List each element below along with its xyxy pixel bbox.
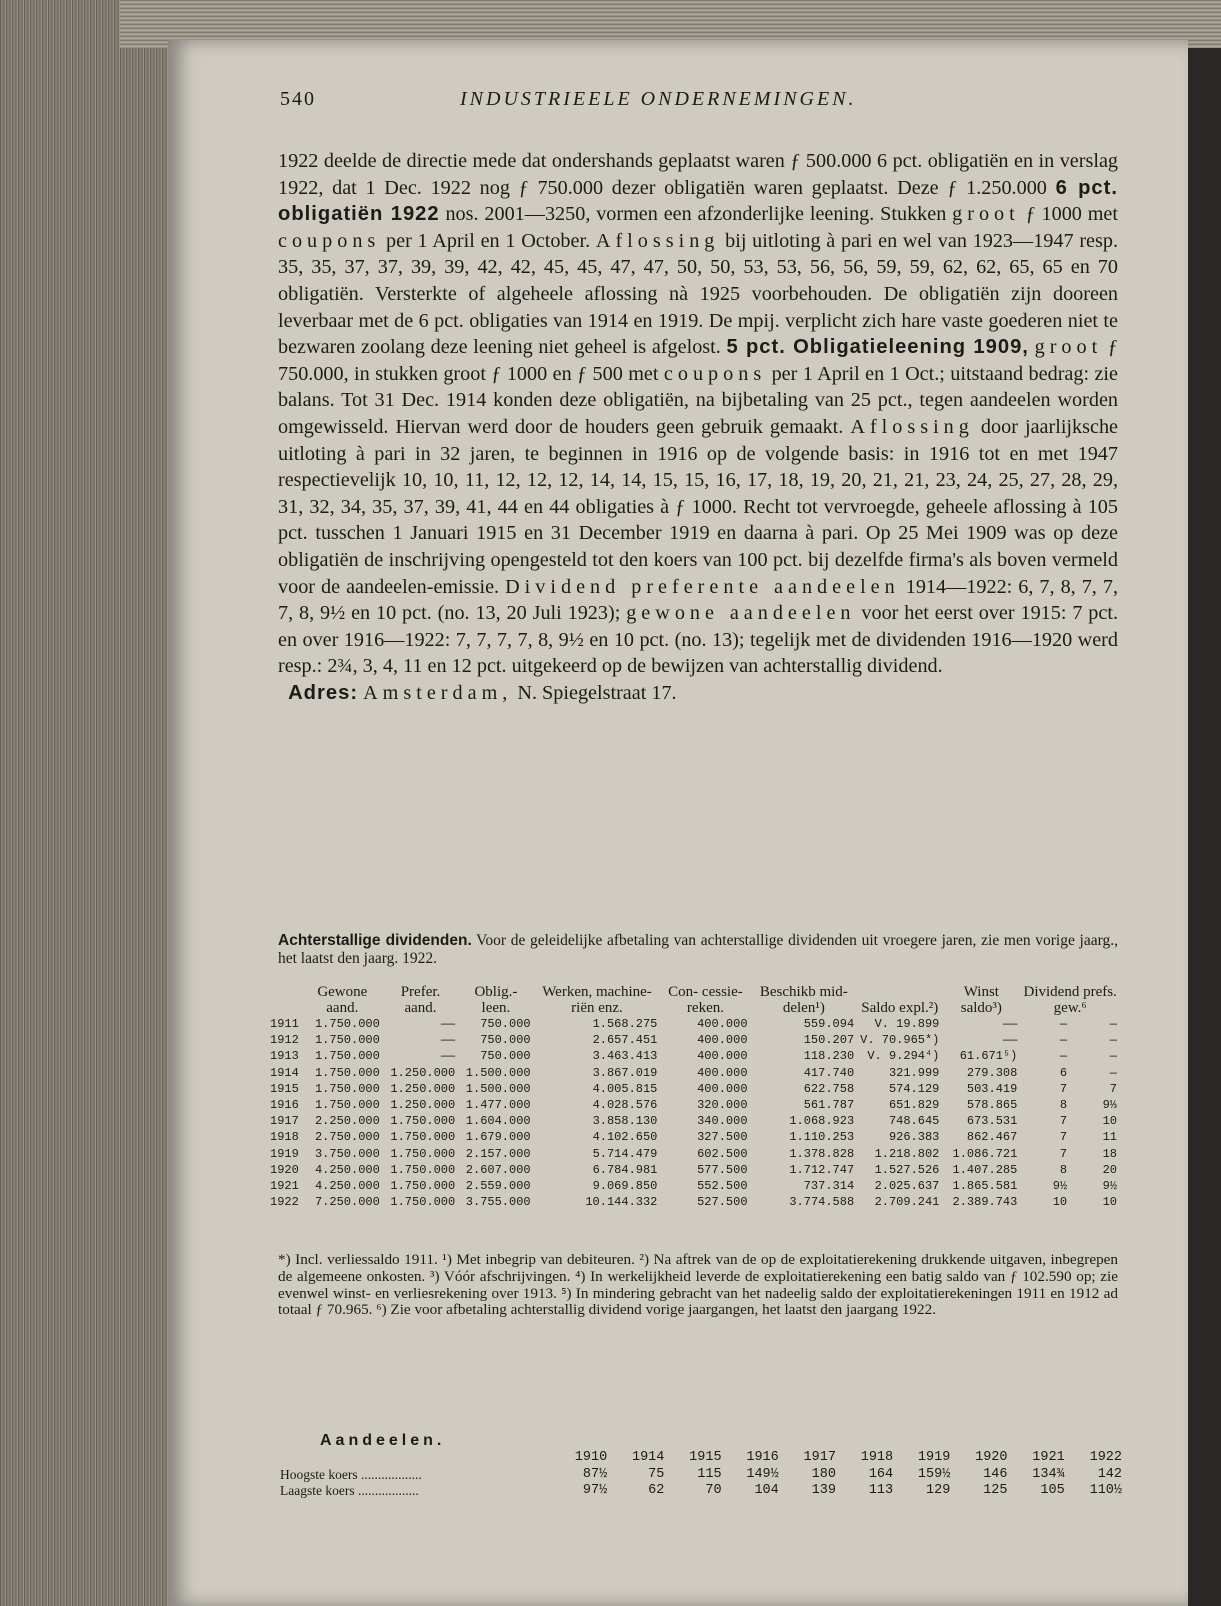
- table-cell: 3.774.588: [789, 1195, 855, 1210]
- table-cell: —: [1109, 1065, 1117, 1080]
- table-cell: 1.750.000: [390, 1179, 456, 1194]
- address-city: Amsterdam,: [363, 681, 513, 704]
- table-cell: 8: [1059, 1098, 1068, 1113]
- table-cell: ——: [440, 1049, 456, 1064]
- table-cell: 4.028.576: [592, 1098, 658, 1113]
- column-header: Beschikb mid- delen¹): [759, 984, 848, 1016]
- table-cell: 574.129: [888, 1081, 940, 1096]
- low-price-cell: 110½: [1089, 1483, 1122, 1498]
- table-cell: 651.829: [888, 1098, 940, 1113]
- table-cell: 1.750.000: [390, 1146, 456, 1161]
- high-price-cell: 134¾: [1032, 1466, 1065, 1482]
- table-cell: 327.500: [697, 1130, 748, 1145]
- table-cell: 1.750.000: [390, 1114, 456, 1129]
- table-cell: 3.463.413: [592, 1049, 658, 1064]
- table-cell: 1.500.000: [465, 1081, 531, 1096]
- high-price-cell: 149½: [746, 1466, 779, 1482]
- table-cell: 748.645: [888, 1114, 940, 1129]
- table-cell: V. 70.965*): [860, 1033, 940, 1048]
- shares-years-row: [276, 1450, 1126, 1467]
- table-cell: 7: [1059, 1081, 1068, 1096]
- year-cell: 1915: [270, 1081, 299, 1096]
- table-cell: 1.750.000: [314, 1065, 380, 1080]
- table-cell: 1.750.000: [314, 1098, 380, 1113]
- low-price-cell: 105: [1040, 1483, 1065, 1498]
- high-price-cell: 75: [648, 1466, 665, 1482]
- year-header: 1922: [1089, 1450, 1122, 1465]
- text-segment: door jaarlijksche uitloting à pari in 32 jaren, te beginnen in 1916 op de volgende basis: in 1916 tot en met 1947 respectievelijk 10, 10, 11, 12, 12, 12, 14, 14, 15, 15, 16, 17, 18, 19, 20, 21, 21, 23, 24, 25, 27, 28, 29, 31, 32, 34, 35, 37, 39, 41, 44 en 44 obligaties à ƒ 1000. Recht tot vervroegde, geheele aflossing à 105 pct. tusschen 1 Januari 1915 en 31 December 1919 en daarna à pari. Op 25 Mei 1909 was op deze obligatiën de inschrijving opengesteld tot den koers van 100 pct. bij dezelfde firma's als boven vermeld voor de aandeelen-emissie.: [278, 415, 1118, 598]
- table-cell: 400.000: [697, 1081, 748, 1096]
- table-cell: 2.657.451: [592, 1033, 658, 1048]
- text-segment: 1922 deelde de directie mede dat ondershands geplaatst waren ƒ 500.000 6 pct. obligatiën en in verslag 1922, dat 1 Dec. 1922 nog ƒ 750.000 dezer obligatiën waren geplaatst. Deze ƒ 1.250.000: [278, 150, 1118, 199]
- low-price-cell: 113: [868, 1483, 894, 1498]
- year-cell: 1913: [270, 1049, 299, 1064]
- table-cell: 622.758: [803, 1081, 855, 1096]
- table-cell: 400.000: [697, 1065, 748, 1080]
- table-cell: 2.157.000: [465, 1146, 531, 1161]
- table-cell: 10: [1102, 1114, 1117, 1129]
- year-header: 1918: [860, 1450, 894, 1465]
- column-header: Winst saldo³): [960, 984, 1002, 1016]
- table-row: [270, 1081, 1120, 1097]
- arrears-text: Voor de geleidelijke afbetaling van achterstallige dividenden uit vroegere jaren, zie men vorige jaarg., het laatst den jaarg. 1922.: [278, 932, 1118, 967]
- table-cell: 552.500: [697, 1179, 748, 1194]
- text-segment: voor het eerst over 1915: 7 pct. en over 1916—1922: 7, 7, 7, 7, 8, 9½ en 10 pct. (no. 13); tegelijk met de dividenden 1916—1920 werd resp.: 2¾, 3, 4, 11 en 12 pct. uitgekeerd op de bewijzen van achterstallig dividend.: [278, 602, 1118, 678]
- table-cell: 9½: [1102, 1179, 1117, 1194]
- table-cell: ——: [440, 1017, 456, 1031]
- high-price-cell: 115: [697, 1466, 722, 1482]
- spaced-term: groot: [952, 203, 1020, 226]
- year-cell: 1920: [270, 1162, 299, 1177]
- table-row: [270, 1097, 1120, 1113]
- table-cell: 1.750.000: [390, 1130, 456, 1145]
- table-cell: 673.531: [966, 1114, 1018, 1129]
- table-cell: 503.419: [966, 1081, 1018, 1096]
- year-header: 1919: [917, 1450, 951, 1465]
- table-cell: 1.250.000: [390, 1081, 456, 1096]
- text-segment: nos. 2001—3250, vormen een afzonderlijke leening. Stukken: [439, 203, 953, 226]
- text-segment: 1914—1922: 6, 7, 8, 7, 7, 7, 8, 9½ en 10 pct. (no. 13, 20 Juli 1923);: [278, 575, 1119, 625]
- table-row: [270, 1146, 1120, 1162]
- low-price-cell: 70: [705, 1483, 722, 1498]
- footnotes: *) Incl. verliessaldo 1911. ¹) Met inbegrip van debiteuren. ²) Na aftrek van de op de exploitatierekening drukkende uitgaven, inbegrepen de algemeene onkosten. ³) Vóór afschrijvingen. ⁴) In werkelijkheid leverde de exploitatierekening een batig saldo van ƒ 102.590 op; zie evenwel winst- en verliesrekening over 1913. ⁵) In mindering gebracht van het nadeelig saldo der exploitatierekeningen 1911 en 1912 ad totaal ƒ 70.965. ⁶) Zie voor afbetaling achterstallig dividend vorige jaargangen, het laatst den jaargang 1922.: [278, 1251, 1118, 1319]
- shares-title: Aandeelen.: [320, 1432, 446, 1449]
- table-row: [270, 1178, 1120, 1194]
- table-cell: 1.250.000: [390, 1098, 456, 1113]
- low-price-cell: 125: [983, 1483, 1008, 1498]
- table-cell: 750.000: [480, 1049, 531, 1064]
- low-price-cell: 97½: [582, 1483, 608, 1498]
- table-cell: 3.867.019: [592, 1065, 658, 1080]
- table-cell: 61.671⁵): [959, 1049, 1018, 1064]
- text-segment: bij uitloting à pari en wel van 1923—1947 resp. 35, 35, 37, 37, 39, 39, 42, 42, 45, 45, 47, 47, 50, 50, 53, 53, 56, 56, 59, 59, 62, 62, 65, 65 en 70 obligatiën. Versterkte of algeheele aflossing nà 1925 voorbehouden. De obligatiën zijn dooreen leverbaar met de 6 pct. obligaties van 1914 en 1919. De mpij. verplicht zich hare vaste goederen niet te bezwaren zoolang deze leening niet geheel is afgelost.: [278, 229, 1118, 359]
- table-cell: ——: [1002, 1033, 1018, 1048]
- book-spine-edge: [0, 0, 180, 1606]
- table-row: [270, 1162, 1120, 1178]
- table-cell: 1.068.923: [789, 1114, 855, 1129]
- table-cell: 559.094: [803, 1017, 855, 1031]
- low-price-cell: 129: [926, 1483, 951, 1498]
- table-cell: 10.144.332: [585, 1195, 658, 1210]
- table-cell: 2.709.241: [874, 1195, 940, 1210]
- table-cell: 1.750.000: [314, 1033, 380, 1048]
- high-price-cell: 146: [983, 1466, 1008, 1482]
- year-header: 1917: [803, 1450, 836, 1465]
- table-cell: 10: [1102, 1195, 1117, 1210]
- table-cell: 1.218.802: [874, 1146, 940, 1161]
- spaced-term: gewone aandeelen: [626, 602, 856, 625]
- table-cell: ——: [440, 1033, 456, 1048]
- year-cell: 1912: [270, 1033, 299, 1048]
- table-cell: 1.378.828: [789, 1146, 855, 1161]
- table-cell: 2.025.637: [874, 1179, 940, 1194]
- year-cell: 1917: [270, 1114, 299, 1129]
- address-label: Adres:: [288, 681, 359, 704]
- table-cell: 1.527.526: [874, 1162, 940, 1177]
- spaced-term: Dividend preferente aandeelen: [505, 575, 900, 598]
- column-header: Prefer. aand.: [400, 984, 441, 1016]
- table-cell: 862.467: [966, 1130, 1018, 1145]
- page-header: [280, 88, 1160, 118]
- table-cell: 1.750.000: [314, 1081, 380, 1096]
- table-row: [270, 1194, 1120, 1210]
- text-segment: per 1 April en 1 October.: [380, 229, 596, 252]
- table-row: [270, 1016, 1120, 1032]
- table-row: [270, 1048, 1120, 1064]
- table-cell: —: [1109, 1017, 1117, 1031]
- table-cell: 417.740: [803, 1065, 855, 1080]
- table-cell: 18: [1102, 1146, 1117, 1161]
- table-cell: 1.750.000: [314, 1017, 380, 1031]
- table-cell: 400.000: [697, 1033, 748, 1048]
- table-cell: 7.250.000: [314, 1195, 380, 1210]
- table-cell: 2.250.000: [314, 1114, 380, 1129]
- address-street: N. Spiegelstraat 17.: [512, 681, 677, 704]
- spaced-term: Aflossing: [595, 229, 720, 252]
- spaced-term: coupons: [278, 229, 381, 252]
- table-row: [270, 1032, 1120, 1048]
- text-segment: per 1 April en 1 Oct.; uitstaand bedrag: zie balans. Tot 31 Dec. 1914 konden deze obligatiën, na bijbetaling van 25 pct., tegen aandeelen worden omgewisseld. Hiervan werd door de houders geen gebruik gemaakt.: [278, 362, 1118, 438]
- table-cell: 750.000: [480, 1017, 531, 1031]
- table-cell: 577.500: [697, 1162, 748, 1177]
- bond-1922-heading: 6 pct. obligatiën 1922: [278, 176, 1118, 226]
- column-header: Gewone aand.: [317, 984, 368, 1016]
- table-cell: 2.750.000: [314, 1130, 380, 1145]
- year-cell: 1921: [270, 1179, 299, 1194]
- table-cell: 9⅓: [1102, 1098, 1117, 1113]
- high-price-cell: 142: [1097, 1466, 1122, 1482]
- table-cell: 279.308: [966, 1065, 1018, 1080]
- table-cell: 1.604.000: [465, 1114, 531, 1129]
- high-price-cell: 87½: [582, 1466, 608, 1482]
- year-cell: 1916: [270, 1098, 299, 1113]
- dividend-table: [270, 984, 1120, 1210]
- high-price-cell: 164: [868, 1466, 894, 1482]
- table-cell: 1.679.000: [465, 1130, 531, 1145]
- table-cell: 1.250.000: [390, 1065, 456, 1080]
- shares-high-row: [276, 1467, 1126, 1484]
- table-cell: ——: [1002, 1017, 1018, 1031]
- table-cell: 1.568.275: [592, 1017, 658, 1031]
- spaced-term: coupons: [663, 362, 767, 385]
- table-cell: 7: [1059, 1114, 1068, 1129]
- table-cell: 926.383: [888, 1130, 940, 1145]
- shares-table: [276, 1450, 1126, 1500]
- arrears-label: Achterstallige dividenden.: [278, 932, 472, 949]
- year-header: 1915: [689, 1450, 722, 1465]
- table-cell: 7: [1109, 1081, 1117, 1096]
- column-header: Saldo expl.²): [861, 1000, 939, 1016]
- table-cell: 1.110.253: [789, 1130, 855, 1145]
- table-cell: 150.207: [803, 1033, 855, 1048]
- year-cell: 1919: [270, 1146, 299, 1161]
- low-price-cell: 139: [811, 1483, 836, 1498]
- page-number: 540: [280, 88, 316, 110]
- high-label: Hoogste koers ..................: [280, 1466, 422, 1482]
- spaced-term: Aflossing: [850, 415, 974, 438]
- table-cell: 9.069.850: [592, 1179, 658, 1194]
- table-cell: 10: [1052, 1195, 1068, 1210]
- low-price-cell: 104: [754, 1483, 779, 1498]
- table-cell: 1.750.000: [390, 1195, 456, 1210]
- table-cell: 1.086.721: [952, 1146, 1018, 1161]
- table-cell: 1.865.581: [952, 1179, 1018, 1194]
- table-cell: —: [1109, 1033, 1117, 1048]
- table-cell: 11: [1102, 1130, 1117, 1145]
- table-cell: 2.607.000: [465, 1162, 531, 1177]
- table-cell: 1.407.285: [952, 1162, 1018, 1177]
- table-cell: 578.865: [966, 1098, 1018, 1113]
- dividend-table-body: [270, 1016, 1120, 1210]
- table-cell: 1.500.000: [465, 1065, 531, 1080]
- table-cell: —: [1059, 1049, 1068, 1064]
- column-header: Werken, machine- riën enz.: [542, 984, 652, 1016]
- table-cell: V. 19.899: [874, 1017, 940, 1031]
- arrears-note: [278, 932, 1118, 968]
- year-header: 1910: [574, 1450, 608, 1465]
- table-cell: 7: [1059, 1130, 1068, 1145]
- spaced-term: groot: [1034, 336, 1103, 359]
- bond-1909-heading: 5 pct. Obligatieleening 1909,: [726, 336, 1029, 359]
- table-cell: 3.755.000: [465, 1195, 531, 1210]
- year-header: 1921: [1032, 1450, 1065, 1465]
- table-cell: V. 9.294⁴): [867, 1049, 940, 1064]
- table-cell: —: [1059, 1017, 1068, 1031]
- table-cell: 4.005.815: [592, 1081, 658, 1096]
- table-row: [270, 1113, 1120, 1129]
- table-cell: 1.750.000: [314, 1049, 380, 1064]
- table-cell: 1.750.000: [390, 1162, 456, 1177]
- main-paragraph: [278, 148, 1118, 706]
- table-cell: 340.000: [697, 1114, 748, 1129]
- year-cell: 1922: [270, 1195, 299, 1210]
- table-row: [270, 1129, 1120, 1145]
- table-cell: 6: [1059, 1065, 1068, 1080]
- table-cell: 561.787: [803, 1098, 855, 1113]
- table-cell: 4.102.650: [592, 1130, 658, 1145]
- table-header-row: [270, 984, 1120, 1016]
- table-cell: 7: [1059, 1146, 1068, 1161]
- table-cell: 602.500: [697, 1146, 748, 1161]
- table-cell: 4.250.000: [314, 1179, 380, 1194]
- table-cell: 750.000: [480, 1033, 531, 1048]
- high-price-cell: 180: [811, 1466, 836, 1482]
- table-cell: 118.230: [803, 1049, 855, 1064]
- high-price-cell: 159½: [917, 1466, 951, 1482]
- year-cell: 1911: [270, 1017, 299, 1031]
- blank-header: [276, 1450, 554, 1467]
- table-cell: 527.500: [697, 1195, 748, 1210]
- table-cell: 6.784.981: [592, 1162, 658, 1177]
- running-title: INDUSTRIEELE ONDERNEMINGEN.: [460, 88, 857, 110]
- year-header: 1916: [746, 1450, 779, 1465]
- table-cell: 3.858.130: [592, 1114, 658, 1129]
- table-cell: 8: [1059, 1162, 1068, 1177]
- low-label: Laagste koers ..................: [280, 1483, 419, 1498]
- column-header: [270, 984, 302, 1016]
- shares-low-row: [276, 1483, 1126, 1500]
- table-cell: 1.477.000: [465, 1098, 531, 1113]
- table-cell: 4.250.000: [314, 1162, 380, 1177]
- table-cell: 9½: [1052, 1179, 1068, 1194]
- column-header: Con- cessie- reken.: [668, 984, 743, 1016]
- year-cell: 1918: [270, 1130, 299, 1145]
- table-cell: —: [1059, 1033, 1068, 1048]
- table-cell: 3.750.000: [314, 1146, 380, 1161]
- table-cell: 5.714.479: [592, 1146, 658, 1161]
- table-cell: —: [1109, 1049, 1117, 1064]
- table-row: [270, 1065, 1120, 1081]
- text-segment: ƒ 750.000, in stukken groot ƒ 1000 en ƒ 500 met: [278, 336, 1118, 385]
- table-cell: 400.000: [697, 1017, 748, 1031]
- table-cell: 737.314: [803, 1179, 855, 1194]
- table-cell: 320.000: [697, 1098, 748, 1113]
- year-header: 1920: [975, 1450, 1008, 1465]
- table-cell: 2.559.000: [465, 1179, 531, 1194]
- table-cell: 400.000: [697, 1049, 748, 1064]
- table-cell: 1.712.747: [789, 1162, 855, 1177]
- column-header: Oblig.- leen.: [474, 984, 518, 1016]
- year-cell: 1914: [270, 1065, 299, 1080]
- text-segment: ƒ 1000 met: [1019, 203, 1118, 226]
- table-cell: 20: [1102, 1162, 1117, 1177]
- year-header: 1914: [631, 1450, 665, 1465]
- low-price-cell: 62: [648, 1483, 665, 1498]
- table-cell: 2.389.743: [952, 1195, 1018, 1210]
- column-header: Dividend prefs. gew.⁶: [1023, 984, 1117, 1016]
- table-cell: 321.999: [888, 1065, 940, 1080]
